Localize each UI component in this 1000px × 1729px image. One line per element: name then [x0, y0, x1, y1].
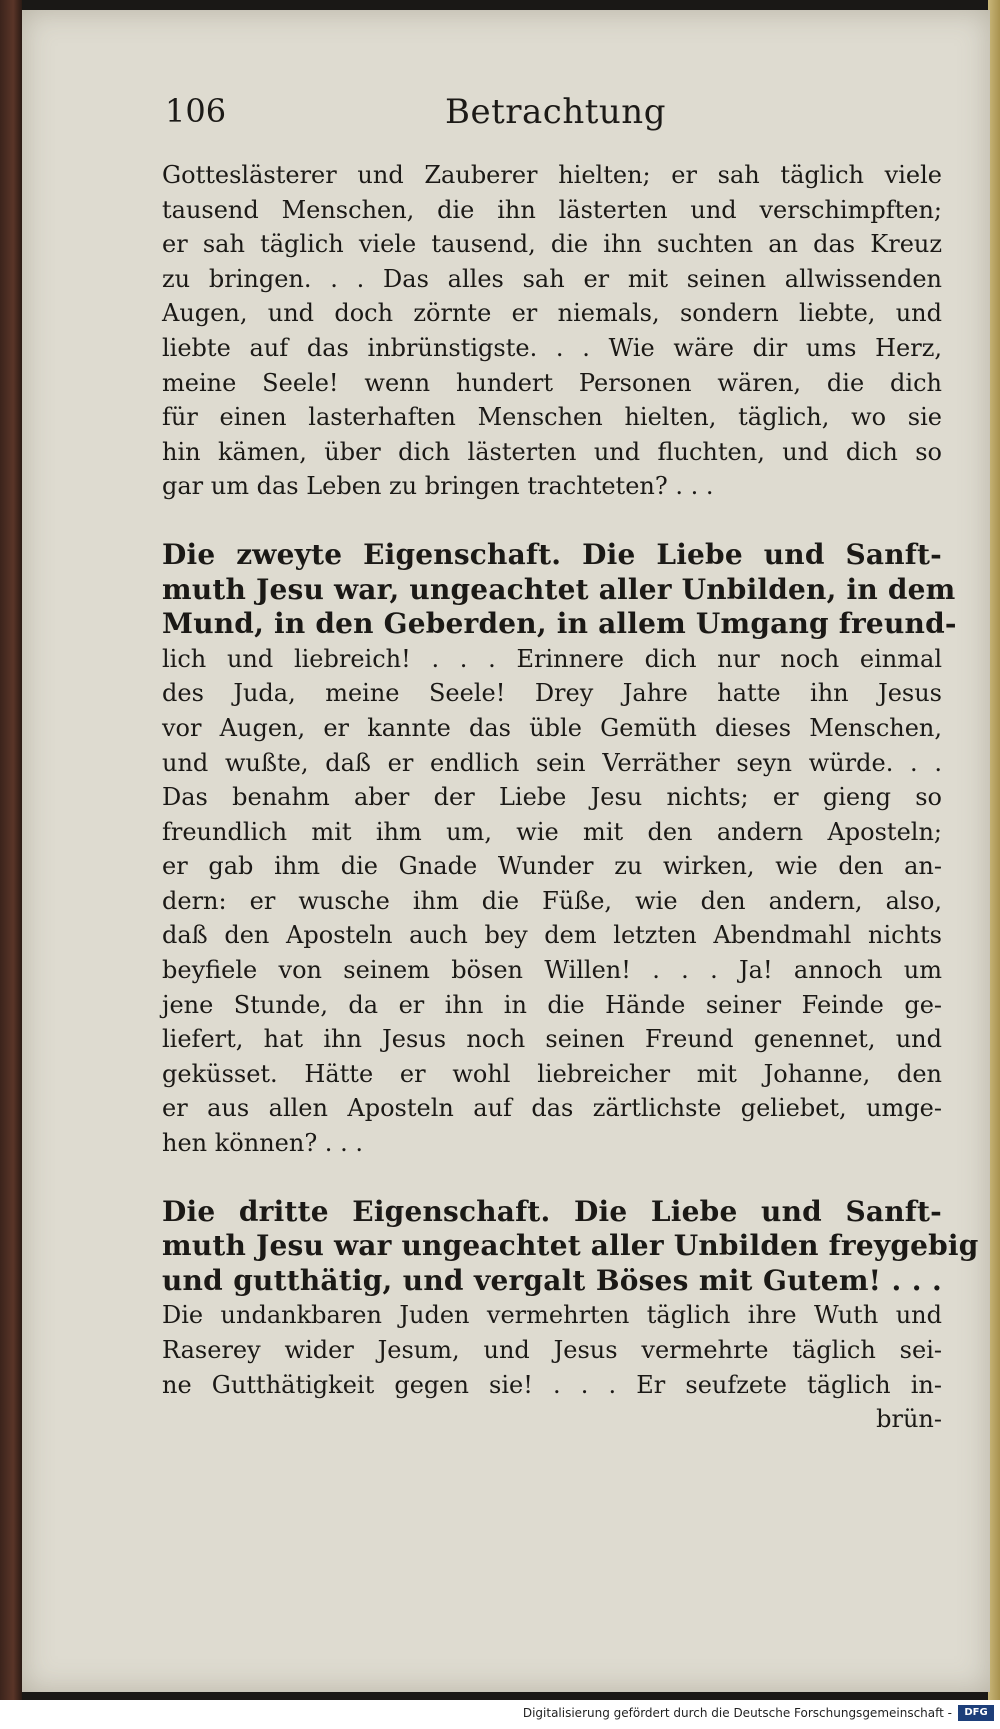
funding-credit: Digitalisierung gefördert durch die Deutsche Forschungsgemeinschaft -	[522, 1706, 952, 1720]
paragraph-gap	[162, 1161, 942, 1195]
text-line: er gab ihm die Gnade Wunder zu wirken, wie den an-	[162, 852, 942, 881]
text-line: zu bringen. . . Das alles sah er mit seinen allwissenden	[162, 264, 942, 293]
text-line: gar um das Leben zu bringen trachteten? . . .	[162, 472, 714, 501]
section-heading-line: Die dritte Eigenschaft. Die Liebe und Sanft-	[162, 1194, 942, 1228]
text-line: er sah täglich viele tausend, die ihn suchten an das Kreuz	[162, 230, 942, 259]
book-spine	[0, 0, 22, 1700]
section-heading-line: Die zweyte Eigenschaft. Die Liebe und Sanft-	[162, 537, 942, 571]
text-line: Das benahm aber der Liebe Jesu nichts; er gieng so	[162, 783, 942, 812]
text-line: tausend Menschen, die ihn lästerten und verschimpften;	[162, 195, 942, 224]
catchword: brün-	[876, 1405, 942, 1434]
text-line: jene Stunde, da er ihn in die Hände seiner Feinde ge-	[162, 990, 942, 1019]
footer-bar	[0, 1700, 1000, 1729]
section-heading-line: muth Jesu war, ungeachtet aller Unbilden, in dem	[162, 572, 956, 606]
section-heading-line: und gutthätig, und vergalt Böses mit Gutem! . . .	[162, 1263, 942, 1297]
text-line: hin kämen, über dich lästerten und fluchten, und dich so	[162, 437, 942, 466]
text-line: geküsset. Hätte er wohl liebreicher mit Johanne, den	[162, 1059, 942, 1088]
text-line: Raserey wider Jesum, und Jesus vermehrte täglich sei-	[162, 1336, 942, 1364]
text-line: hen können? . . .	[162, 1129, 363, 1158]
text-line: meine Seele! wenn hundert Personen wären, die dich	[162, 368, 942, 397]
text-line: Gotteslästerer und Zauberer hielten; er sah täglich viele	[162, 161, 942, 189]
text-line: beyfiele von seinem bösen Willen! . . . Ja! annoch um	[162, 956, 942, 985]
text-line: Augen, und doch zörnte er niemals, sondern liebte, und	[162, 299, 942, 328]
text-line: lich und liebreich! . . . Erinnere dich nur noch einmal	[162, 644, 942, 673]
dfg-logo: DFG	[958, 1705, 994, 1721]
text-line: ne Gutthätigkeit gegen sie! . . . Er seufzete täglich in-	[162, 1370, 942, 1399]
text-line: freundlich mit ihm um, wie mit den andern Aposteln;	[162, 817, 942, 846]
text-line: für einen lasterhaften Menschen hielten, täglich, wo sie	[162, 403, 942, 432]
text-line: liefert, hat ihn Jesus noch seinen Freund genennet, und	[162, 1025, 942, 1054]
text-line: daß den Aposteln auch bey dem letzten Abendmahl nichts	[162, 921, 942, 950]
body-text	[162, 158, 979, 1437]
text-line: des Juda, meine Seele! Drey Jahre hatte ihn Jesus	[162, 679, 942, 708]
text-line: liebte auf das inbrünstigste. . . Wie wäre dir ums Herz,	[162, 333, 942, 362]
text-line: Die undankbaren Juden vermehrten täglich ihre Wuth und	[162, 1301, 942, 1330]
section-heading-line: Mund, in den Geberden, in allem Umgang freund-	[162, 607, 957, 641]
text-line: vor Augen, er kannte das üble Gemüth dieses Menschen,	[162, 713, 942, 742]
section-heading-line: muth Jesu war ungeachtet aller Unbilden freygebig	[162, 1229, 979, 1263]
running-head	[145, 92, 945, 142]
text-line: und wußte, daß er endlich sein Verräther seyn würde. . .	[162, 748, 942, 777]
paragraph-gap	[162, 504, 942, 538]
text-line: er aus allen Aposteln auf das zärtlichste geliebet, umge-	[162, 1094, 942, 1123]
page-number: 106	[165, 92, 227, 130]
text-line: dern: er wusche ihm die Füße, wie den andern, also,	[162, 886, 942, 915]
page-heading: Betrachtung	[445, 92, 666, 132]
